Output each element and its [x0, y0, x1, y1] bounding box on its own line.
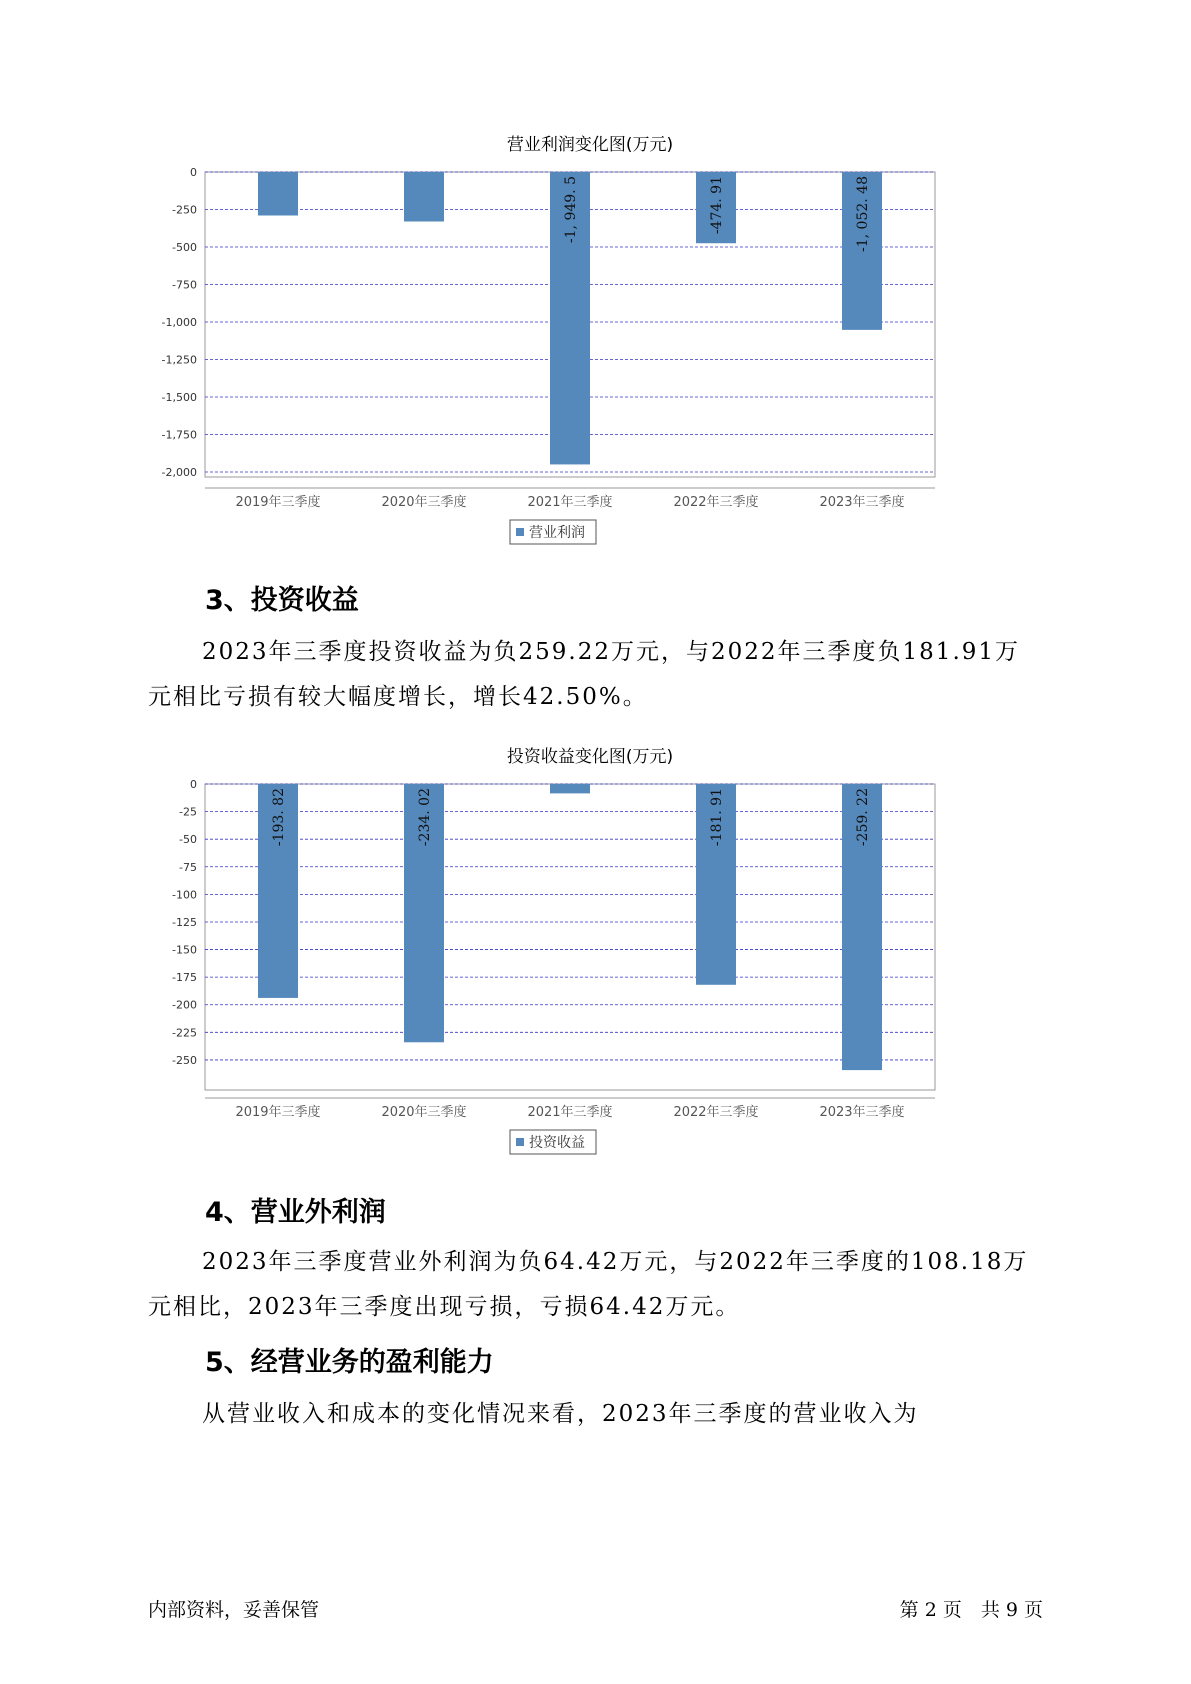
x-tick-label: 2021年三季度: [527, 1105, 613, 1120]
legend-swatch: [516, 1138, 524, 1146]
operating-profit-chart: [140, 128, 1040, 548]
section-4-line-2: 元相比，2023年三季度出现亏损，亏损64.42万元。: [148, 1294, 741, 1320]
data-label: -181. 91: [709, 788, 725, 847]
y-tick-label: -225: [172, 1026, 197, 1040]
legend-label: 投资收益: [529, 1135, 585, 1151]
chart-title: 营业利润变化图(万元): [506, 135, 674, 155]
y-tick-label: -75: [179, 860, 197, 874]
data-label: -474. 91: [709, 176, 725, 235]
section-4-line-1: 2023年三季度营业外利润为负64.42万元，与2022年三季度的108.18万: [202, 1249, 1029, 1275]
y-tick-label: 0: [190, 166, 197, 179]
section-4-heading: 4、营业外利润: [205, 1197, 386, 1228]
footer-page-number: 第 2 页 共 9 页: [899, 1599, 1043, 1621]
y-tick-label: -50: [179, 833, 197, 847]
bar: [404, 172, 444, 222]
investment-income-chart-svg: [140, 740, 1040, 1160]
data-label: -193. 82: [271, 788, 287, 847]
section-5-heading: 5、经营业务的盈利能力: [205, 1347, 494, 1378]
data-label: -1, 052. 48: [855, 176, 871, 252]
x-tick-label: 2019年三季度: [235, 495, 321, 510]
data-label: -1, 949. 5: [563, 176, 579, 244]
x-tick-label: 2021年三季度: [527, 495, 613, 510]
y-tick-label: -25: [179, 805, 197, 819]
section-3-line-1: 2023年三季度投资收益为负259.22万元，与2022年三季度负181.91万: [202, 639, 1021, 665]
x-tick-label: 2022年三季度: [673, 495, 759, 510]
section-3-heading: 3、投资收益: [205, 585, 359, 616]
section-5-paragraph: [148, 1392, 1048, 1437]
section-3-paragraph: [148, 630, 1048, 720]
y-tick-label: 0: [190, 778, 197, 791]
y-tick-label: -1,500: [161, 391, 197, 404]
section-4-paragraph: [148, 1240, 1048, 1330]
y-tick-label: -1,000: [161, 316, 197, 329]
section-3-line-2: 元相比亏损有较大幅度增长，增长42.50%。: [148, 684, 648, 710]
bar: [258, 172, 298, 216]
y-tick-label: -150: [172, 943, 197, 957]
y-tick-label: -1,750: [161, 428, 197, 442]
x-tick-label: 2020年三季度: [381, 495, 467, 510]
legend-swatch: [516, 528, 524, 536]
y-tick-label: -2,000: [161, 466, 197, 479]
bar: [550, 784, 590, 793]
y-tick-label: -750: [172, 278, 197, 292]
y-tick-label: -100: [172, 888, 197, 902]
y-tick-label: -1,250: [161, 353, 197, 367]
data-label: -234. 02: [417, 788, 433, 847]
y-tick-label: -250: [172, 1053, 197, 1067]
y-tick-label: -500: [172, 241, 197, 254]
x-tick-label: 2019年三季度: [235, 1105, 321, 1120]
operating-profit-chart-svg: [140, 128, 1040, 548]
legend: [510, 1130, 596, 1154]
legend-label: 营业利润: [529, 525, 585, 541]
x-tick-label: 2023年三季度: [819, 1105, 905, 1120]
x-tick-label: 2022年三季度: [673, 1105, 759, 1120]
chart-title: 投资收益变化图(万元): [506, 747, 674, 767]
legend: [510, 520, 596, 544]
data-label: -259. 22: [855, 788, 871, 847]
y-tick-label: -175: [172, 971, 197, 985]
y-tick-label: -200: [172, 998, 197, 1012]
x-tick-label: 2023年三季度: [819, 495, 905, 510]
y-tick-label: -250: [172, 203, 197, 217]
section-5-line-1: 从营业收入和成本的变化情况来看，2023年三季度的营业收入为: [202, 1401, 919, 1427]
footer-confidential-note: 内部资料，妥善保管: [148, 1599, 320, 1621]
y-tick-label: -125: [172, 915, 197, 929]
x-tick-label: 2020年三季度: [381, 1105, 467, 1120]
plot-area: [205, 784, 935, 1090]
investment-income-chart: [140, 740, 1040, 1160]
